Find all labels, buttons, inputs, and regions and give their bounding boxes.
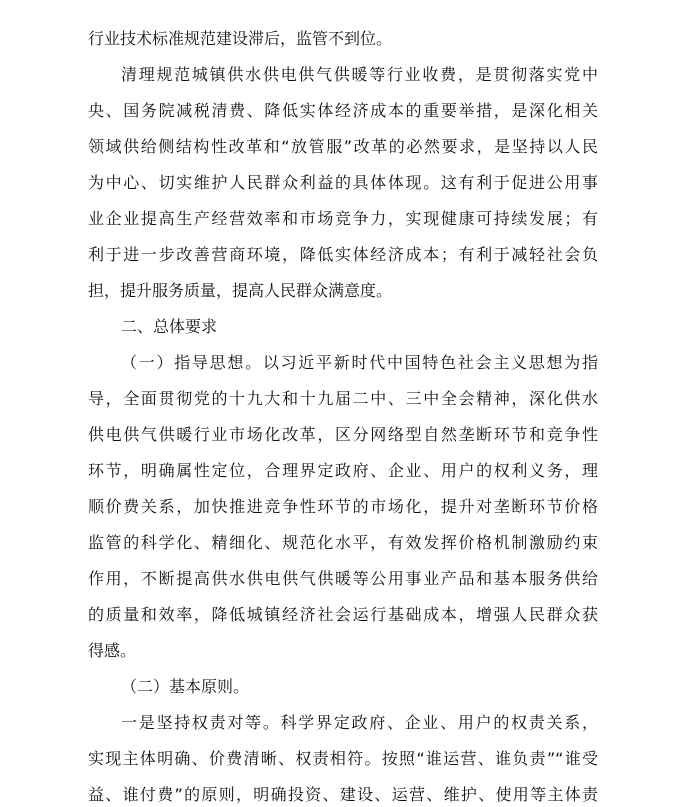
text-line-22: 益、谁付费”的原则，明确投资、建设、运营、维护、使用等主体责 xyxy=(88,785,598,804)
text-line-8: 担，提升服务质量，提高人民群众满意度。 xyxy=(88,281,393,300)
text-line-13: 环节，明确属性定位，合理界定政府、企业、用户的权利义务，理 xyxy=(88,461,598,480)
text-line-12: 供电供气供暖行业市场化改革，区分网络型自然垄断环节和竞争性 xyxy=(88,425,598,444)
text-line-7: 利于进一步改善营商环境，降低实体经济成本；有利于减轻社会负 xyxy=(88,245,598,264)
text-line-10: （一）指导思想。以习近平新时代中国特色社会主义思想为指 xyxy=(121,353,598,372)
text-line-2: 清理规范城镇供水供电供气供暖等行业收费，是贯彻落实党中 xyxy=(121,65,598,84)
text-line-5: 为中心、切实维护人民群众利益的具体体现。这有利于促进公用事 xyxy=(88,173,598,192)
text-line-21: 实现主体明确、价费清晰、权责相符。按照“谁运营、谁负责”“谁受 xyxy=(88,749,598,768)
text-line-11: 导，全面贯彻党的十九大和十九届二中、三中全会精神，深化供水 xyxy=(88,389,598,408)
text-line-4: 领域供给侧结构性改革和“放管服”改革的必然要求，是坚持以人民 xyxy=(88,137,598,156)
text-line-20: 一是坚持权责对等。科学界定政府、企业、用户的权责关系， xyxy=(121,713,598,732)
text-line-15: 监管的科学化、精细化、规范化水平，有效发挥价格机制激励约束 xyxy=(88,533,598,552)
text-line-6: 业企业提高生产经营效率和市场竞争力，实现健康可持续发展；有 xyxy=(88,209,598,228)
text-line-17: 的质量和效率，降低城镇经济社会运行基础成本，增强人民群众获 xyxy=(88,605,598,624)
text-line-16: 作用，不断提高供水供电供气供暖等公用事业产品和基本服务供给 xyxy=(88,569,598,588)
text-line-18: 得感。 xyxy=(88,641,137,660)
section-heading: 二、总体要求 xyxy=(121,317,218,336)
subsection-heading: （二）基本原则。 xyxy=(121,677,250,696)
text-line-14: 顺价费关系，加快推进竞争性环节的市场化，提升对垄断环节价格 xyxy=(88,497,598,516)
text-line-3: 央、国务院减税清费、降低实体经济成本的重要举措，是深化相关 xyxy=(88,101,598,120)
text-line-1: 行业技术标准规范建设滞后，监管不到位。 xyxy=(88,29,393,48)
